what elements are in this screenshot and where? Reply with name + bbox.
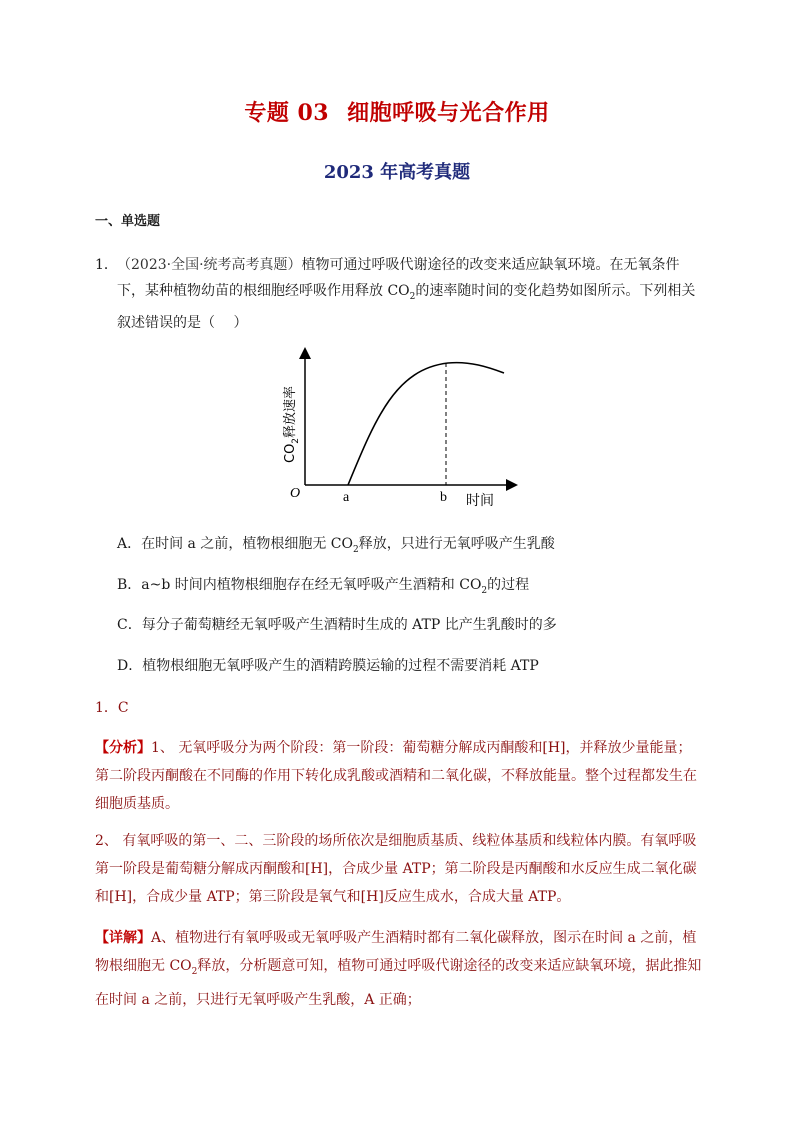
origin-label: O	[290, 486, 301, 501]
option-b-text-end: 的过程	[487, 577, 530, 593]
rate-curve	[348, 363, 504, 485]
option-b-sub: 2	[481, 585, 488, 596]
page-subtitle: 2023 年高考真题	[323, 162, 471, 183]
option-a-sub: 2	[353, 544, 359, 555]
option-a-text: A．在时间 a 之前，植物根细胞无 CO	[117, 536, 353, 552]
question-text	[95, 252, 705, 336]
detail-paragraph	[95, 924, 705, 1014]
option-b-text: B．a~b 时间内植物根细胞存在经无氧呼吸产生酒精和 CO	[117, 577, 482, 593]
option-c	[117, 615, 557, 635]
question-text-sub: 2	[409, 291, 416, 302]
y-label-suffix: 释放速率	[283, 385, 298, 438]
tick-b-label: b	[440, 490, 447, 505]
x-axis-label: 时间	[466, 493, 494, 509]
answer-line: 1．C	[95, 700, 129, 716]
page-title	[0, 96, 794, 127]
option-d-text: D．植物根细胞无氧呼吸产生的酒精跨膜运输的过程不需要消耗 ATP	[117, 658, 539, 674]
topic-name: 细胞呼吸与光合作用	[347, 100, 550, 126]
y-label-prefix: CO	[283, 443, 298, 463]
question-text-part2: 的速率随时间的变化趋势如图所示。下列相关叙述错误的是（ ）	[117, 283, 696, 331]
y-label-sub: 2	[291, 437, 301, 444]
analysis-text: 1、 无氧呼吸分为两个阶段：第一阶段：葡萄糖分解成丙酮酸和[H]，并释放少量能量；第二阶段丙酮酸在不同酶的作用下转化成乳酸或酒精和二氧化碳，不释放能量。整个过程都发生在细胞质基质。	[95, 740, 697, 812]
detail-tag: 【详解】	[95, 930, 151, 946]
detail-text: A、植物进行有氧呼吸或无氧呼吸产生酒精时都有二氧化碳释放，图示在时间 a 之前，植物根细胞无 CO	[95, 930, 697, 974]
topic-number: 专题 03	[244, 100, 330, 126]
option-a	[117, 534, 555, 560]
analysis-paragraph-2: 2、 有氧呼吸的第一、二、三阶段的场所依次是细胞质基质、线粒体基质和线粒体内膜。有氧呼吸第一阶段是葡萄糖分解成丙酮酸和[H]，合成少量 ATP；第二阶段是丙酮酸和水反应生成二氧化碳和[H]，合成少量 ATP；第三阶段是氧气和[H]反应生成水，合成大量 ATP。	[95, 833, 697, 905]
option-d	[117, 656, 539, 676]
tick-a-label: a	[343, 490, 350, 505]
question-source: （2023·全国·统考高考真题）	[117, 257, 302, 273]
analysis-paragraph	[95, 734, 705, 818]
section-heading: 一、单选题	[95, 214, 161, 229]
option-c-text: C．每分子葡萄糖经无氧呼吸产生酒精时生成的 ATP 比产生乳酸时的多	[117, 617, 557, 633]
option-b	[117, 575, 529, 601]
question-stem	[95, 252, 705, 336]
y-axis-label	[282, 386, 301, 463]
option-a-text-end: 释放，只进行无氧呼吸产生乳酸	[358, 536, 555, 552]
question-number: 1．	[95, 257, 118, 273]
analysis-tag: 【分析】	[95, 740, 151, 756]
co2-rate-graph	[278, 345, 518, 515]
detail-sub: 2	[191, 966, 198, 977]
question-text-part1: 植物可通过呼吸代谢途径的改变来适应缺氧环境。在无氧条件下，某种植物幼苗的根细胞经呼吸作用释放 CO	[117, 257, 680, 299]
detail-text-end: 释放，分析题意可知，植物可通过呼吸代谢途径的改变来适应缺氧环境，据此推知在时间 a 之前，只进行无氧呼吸产生乳酸，A 正确；	[95, 958, 702, 1008]
